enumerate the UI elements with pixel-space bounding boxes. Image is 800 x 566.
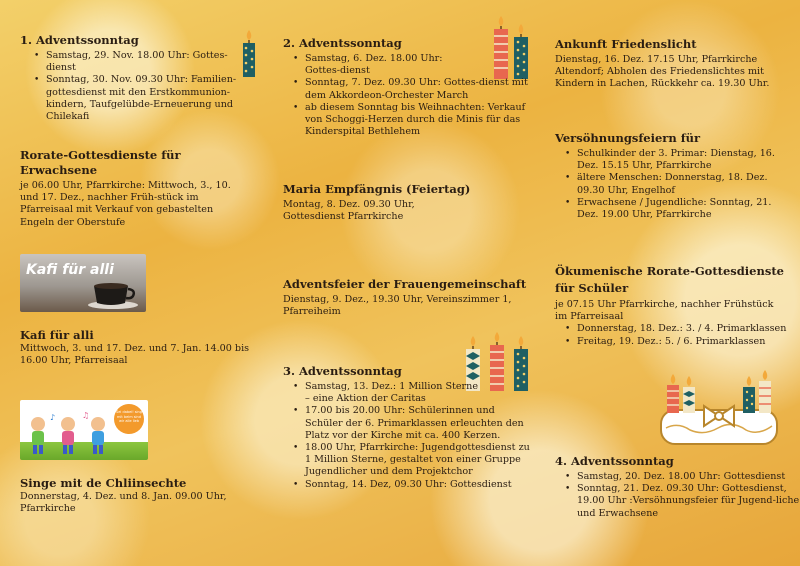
list-item: • Erwachsene / Jugendliche: Sonntag, 21. Dez. 19.00 Uhr, Pfarrkirche — [577, 197, 792, 221]
advent4-title: 4. Adventssonntag — [555, 454, 674, 468]
list-item: • 18.00 Uhr, Pfarrkirche: Jugendgottesdienst zu 1 Million Sterne, gestaltet von einer Gruppe Jugendlicher und dem Projektchor — [305, 442, 533, 479]
advent1-list — [20, 50, 240, 123]
oekumenisch-text: je 07.15 Uhr Pfarrkirche, nachher Frühstück im Pfarreisaal — [555, 299, 774, 323]
advent1-title: 1. Adventssonntag — [20, 33, 139, 47]
kafi-title: Kafi für alli — [20, 328, 94, 342]
advent3-list — [283, 381, 528, 491]
advent4-list — [555, 471, 800, 520]
frauen-section — [283, 277, 528, 318]
list-item: • Samstag, 6. Dez. 18.00 Uhr: Gottes-dienst — [305, 53, 475, 77]
advent3-title: 3. Adventssonntag — [283, 364, 402, 378]
advent1-section — [20, 33, 240, 123]
coffee-cup-icon — [86, 276, 140, 310]
singe-title: Singe mit de Chliinsechte — [20, 476, 187, 490]
list-item: • Donnerstag, 18. Dez.: 3. / 4. Primarklassen — [577, 323, 795, 335]
kafi-section — [20, 328, 260, 367]
svg-text:♪: ♪ — [50, 413, 56, 422]
maria-title: Maria Empfängnis (Feiertag) — [283, 182, 471, 196]
rorate-title: Rorate-Gottesdienste für Erwachsene — [20, 148, 181, 177]
candle-icon — [240, 28, 258, 78]
advent2-list — [283, 53, 528, 138]
maria-text: Montag, 8. Dez. 09.30 Uhr, Gottesdienst Pfarrkirche — [283, 199, 415, 223]
list-item: • Schulkinder der 3. Primar: Dienstag, 16. Dez. 15.15 Uhr, Pfarrkirche — [577, 148, 792, 172]
svg-text:♫: ♫ — [82, 411, 90, 420]
advent3-section — [283, 364, 528, 491]
kafi-image-text: Kafi für alli — [26, 262, 114, 278]
singe-image — [20, 400, 148, 460]
panel-left — [0, 0, 268, 566]
licht-title: Ankunft Friedenslicht — [555, 37, 697, 51]
frauen-title: Adventsfeier der Frauengemeinschaft — [283, 277, 527, 291]
list-item: • Sonntag, 30. Nov. 09.30 Uhr: Familien-gottesdienst mit den Erstkommunion-kindern, Taufgelübde-Erneuerung und Chilekafi — [46, 74, 240, 123]
oekumenisch-section — [555, 263, 795, 348]
list-item: • Sonntag, 7. Dez. 09.30 Uhr: Gottes-dienst mit dem Akkordeon-Orchester March — [305, 77, 530, 101]
singe-text: Donnerstag, 4. Dez. und 8. Jan. 09.00 Uhr, Pfarrkirche — [20, 491, 227, 515]
oekumenisch-title: Ökumenische Rorate-Gottesdienste für Schüler — [555, 264, 784, 295]
advent2-title: 2. Adventssonntag — [283, 36, 402, 50]
versoehnung-title: Versöhnungsfeiern für — [555, 131, 701, 145]
kafi-image — [20, 254, 146, 312]
kafi-text: Mittwoch, 3. und 17. Dez. und 7. Jan. 14.00 bis 16.00 Uhr, Pfarreisaal — [20, 343, 250, 367]
list-item: • Sonntag, 21. Dez. 09.30 Uhr: Gottesdienst, 19.00 Uhr :Versöhnungsfeier für Jugend-liche und Erwachsene — [577, 483, 800, 520]
list-item: • Samstag, 13. Dez.: 1 Million Sterne – eine Aktion der Caritas — [305, 381, 485, 405]
versoehnung-section — [555, 131, 795, 221]
licht-section — [555, 37, 795, 91]
advent4-section — [555, 454, 800, 520]
frauen-text: Dienstag, 9. Dez., 19.30 Uhr, Vereinszimmer 1, Pfarreiheim — [283, 294, 512, 318]
list-item: • 17.00 bis 20.00 Uhr: Schülerinnen und Schüler der 6. Primarklassen erleuchten den Platz vor der Kirche mit ca. 400 Kerzen. — [305, 405, 533, 442]
versoehnung-list — [555, 148, 795, 221]
children-singing-icon — [24, 410, 114, 458]
licht-text: Dienstag, 16. Dez. 17.15 Uhr, Pfarrkirche Altendorf; Abholen des Friedenslichtes mit Kindern in Lachen, Rückkehr ca. 19.30 Uhr. — [555, 54, 770, 90]
list-item: • Samstag, 20. Dez. 18.00 Uhr: Gottesdienst — [577, 471, 800, 483]
oekumenisch-list — [555, 323, 795, 347]
panel-middle — [268, 0, 540, 566]
singe-section — [20, 476, 260, 515]
panel-right — [540, 0, 800, 566]
list-item: • Freitag, 19. Dez.: 5. / 6. Primarklassen — [577, 336, 795, 348]
rorate-section — [20, 148, 260, 229]
singe-badge: Sei dabei! sing mit beim sind wir alle lieb — [114, 404, 144, 434]
maria-section — [283, 182, 528, 223]
list-item: • ältere Menschen: Donnerstag, 18. Dez. 09.30 Uhr, Engelhof — [577, 172, 777, 196]
rorate-text: je 06.00 Uhr, Pfarrkirche: Mittwoch, 3., 10. und 17. Dez., nachher Früh-stück im Pfarreisaal mit Verkauf von gebastelten Engeln der Oberstufe — [20, 180, 231, 228]
advent2-section — [283, 36, 528, 138]
list-item: • Samstag, 29. Nov. 18.00 Uhr: Gottes-dienst — [46, 50, 240, 74]
advent-wreath-icon — [658, 366, 780, 448]
list-item: • ab diesem Sonntag bis Weihnachten: Verkauf von Schoggi-Herzen durch die Minis für das Kinderspital Bethlehem — [305, 102, 530, 139]
list-item: • Sonntag, 14. Dez, 09.30 Uhr: Gottesdienst — [305, 479, 533, 491]
